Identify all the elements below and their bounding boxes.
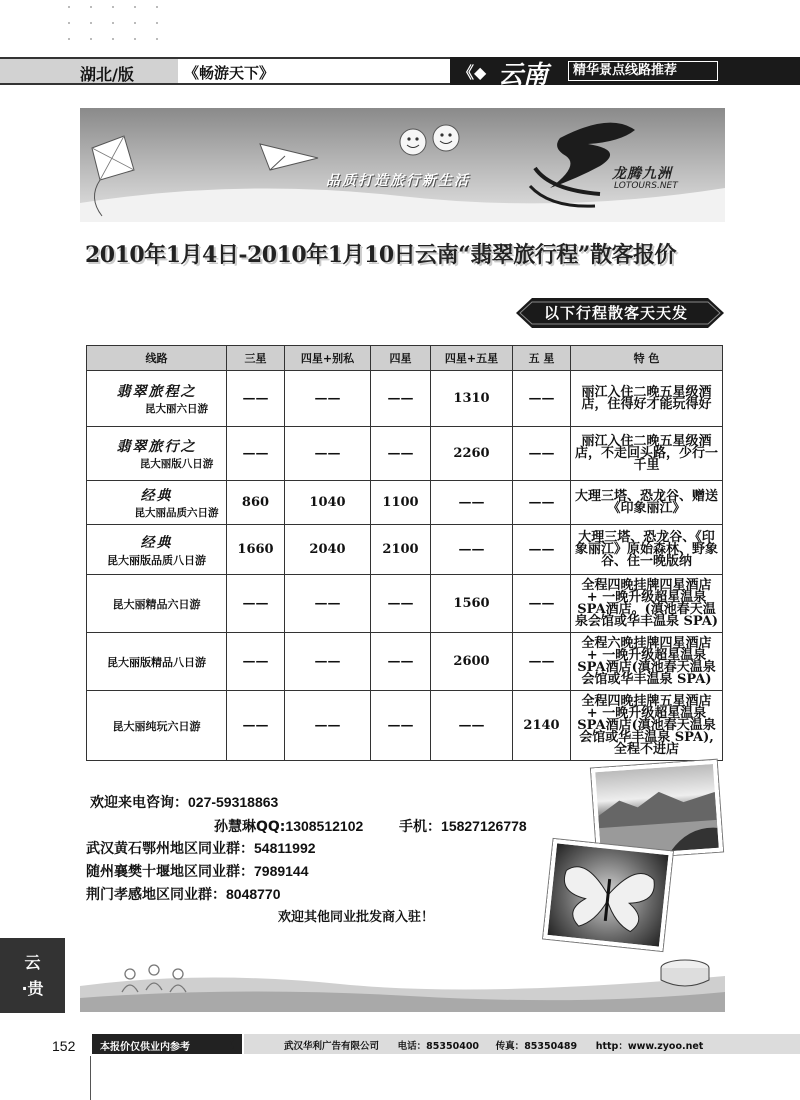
price-three-star: —— — [227, 575, 285, 633]
price-four-five-star: —— — [431, 525, 513, 575]
banner-wave-shape — [80, 188, 725, 222]
price-four-star: —— — [371, 371, 431, 427]
header-four-five-star: 四星+五星 — [431, 346, 513, 371]
table-row — [87, 691, 723, 761]
side-tab-line1: 云 — [24, 953, 41, 972]
footer-divider-line — [90, 1056, 91, 1100]
price-three-star: —— — [227, 633, 285, 691]
route-title: 翡翠旅行之 — [116, 439, 197, 455]
phone-number: 027-59318863 — [188, 794, 279, 810]
group1-label: 武汉黄石鄂州地区同业群： — [86, 841, 254, 857]
recommend-label: 精华景点线路推荐 — [568, 61, 718, 81]
brand-logo-english: LOTOURS.NET — [614, 181, 678, 191]
web-label: http： — [595, 1041, 628, 1052]
header-four-star: 四星 — [371, 346, 431, 371]
price-five-star: —— — [513, 525, 571, 575]
feature-cell: 大理三塔、恐龙谷、《印象丽江》原始森林、野象谷、住一晚版纳 — [571, 525, 723, 575]
butterfly-icon — [547, 843, 668, 946]
route-cell — [87, 371, 227, 427]
brand-banner — [80, 108, 725, 222]
price-four-star-villa: —— — [285, 691, 371, 761]
company-info-bar — [244, 1034, 800, 1054]
contact-group3-line — [86, 884, 281, 904]
disclaimer-box — [92, 1034, 242, 1054]
top-header-bar — [0, 57, 800, 89]
side-tab-line2: ·贵 — [21, 979, 44, 998]
price-four-five-star: 2260 — [431, 427, 513, 481]
price-four-five-star: 2600 — [431, 633, 513, 691]
price-three-star: —— — [227, 427, 285, 481]
price-five-star: —— — [513, 633, 571, 691]
table-row — [87, 371, 723, 427]
fax-label: 传真： — [495, 1041, 525, 1052]
feature-cell: 全程六晚挂牌四星酒店 + 一晚升级超星温泉SPA酒店(滇池春天温泉会馆或华丰温泉 SPA) — [571, 633, 723, 691]
table-row — [87, 575, 723, 633]
company-name: 武汉华利广告有限公司 — [284, 1041, 380, 1052]
header-four-star-villa: 四星+别私 — [285, 346, 371, 371]
route-name: 昆大丽精品六日游 — [112, 597, 201, 611]
price-four-five-star: —— — [431, 691, 513, 761]
closing-line: 欢迎其他同业批发商入驻！ — [278, 910, 435, 925]
route-subtitle: 昆大丽六日游 — [145, 403, 208, 415]
page-number: 152 — [52, 1038, 76, 1054]
price-five-star: —— — [513, 427, 571, 481]
side-region-tab — [0, 938, 65, 1013]
price-four-star: 1100 — [371, 481, 431, 525]
daily-departure-badge — [516, 298, 724, 328]
disclaimer-text: 本报价仅供业内参考 — [100, 1042, 190, 1053]
edition-box — [0, 57, 178, 85]
price-four-star: —— — [371, 575, 431, 633]
price-table — [86, 345, 723, 761]
price-four-star-villa: —— — [285, 371, 371, 427]
price-three-star: 860 — [227, 481, 285, 525]
daily-departure-text: 以下行程散客天天发 — [544, 304, 689, 322]
price-four-star: 2100 — [371, 525, 431, 575]
group2-label: 随州襄樊十堰地区同业群： — [86, 864, 254, 880]
price-four-star: —— — [371, 691, 431, 761]
page-footer — [0, 1032, 800, 1056]
contact-qq-line — [214, 816, 527, 836]
route-subtitle: 昆大丽品质六日游 — [134, 507, 219, 519]
group3-number: 8048770 — [226, 886, 281, 902]
feature-cell: 丽江入住二晚五星级酒店，住得好才能玩得好 — [571, 371, 723, 427]
banner-slogan: 品质打造旅行新生活 — [326, 173, 470, 189]
table-row — [87, 481, 723, 525]
tel-label: 电话： — [397, 1041, 427, 1052]
region-box — [450, 57, 800, 89]
route-subtitle: 昆大丽版品质八日游 — [107, 553, 206, 567]
table-header-row — [87, 346, 723, 371]
route-cell — [87, 633, 227, 691]
table-row — [87, 525, 723, 575]
magazine-box — [178, 57, 450, 85]
qq-number: 1308512102 — [285, 818, 364, 834]
page-headline: 2010年1月4日-2010年1月10日云南“翡翠旅行程”散客报价 — [85, 242, 676, 268]
price-five-star: —— — [513, 371, 571, 427]
brand-logo-chinese: 龙腾九洲 — [612, 166, 672, 182]
fax-number: 85350489 — [524, 1041, 578, 1052]
header-features: 特 色 — [571, 346, 723, 371]
price-four-five-star: 1560 — [431, 575, 513, 633]
feature-cell: 全程四晚挂牌四星酒店 + 一晚升级超星温泉SPA酒店。(滇池春天温泉会馆或华丰温泉 SPA) — [571, 575, 723, 633]
lake-photo-art — [595, 764, 719, 856]
contact-phone-line — [90, 792, 278, 812]
smiley-balloons-icon — [400, 125, 459, 155]
table-row — [87, 427, 723, 481]
route-cell — [87, 427, 227, 481]
tel-number: 85350400 — [426, 1041, 480, 1052]
price-three-star: —— — [227, 371, 285, 427]
header-route: 线路 — [87, 346, 227, 371]
mobile-number: 15827126778 — [441, 818, 527, 834]
price-four-star-villa: 1040 — [285, 481, 371, 525]
paper-plane-icon — [260, 144, 318, 170]
price-four-five-star: —— — [431, 481, 513, 525]
region-title: 云南 — [498, 60, 549, 89]
feature-cell: 全程四晚挂牌五星酒店 + 一晚升级超星温泉SPA酒店(滇池春天温泉会馆或华丰温泉 SPA),全程不进店 — [571, 691, 723, 761]
route-cell — [87, 575, 227, 633]
butterfly-photo — [543, 839, 673, 951]
price-four-star-villa: —— — [285, 427, 371, 481]
web-url: www.zyoo.net — [627, 1041, 704, 1052]
price-four-five-star: 1310 — [431, 371, 513, 427]
price-three-star: —— — [227, 691, 285, 761]
bottom-landscape-art — [80, 950, 725, 1012]
price-three-star: 1660 — [227, 525, 285, 575]
header-five-star: 五 星 — [513, 346, 571, 371]
table-row — [87, 633, 723, 691]
double-chevron-diamond-icon: 《◆ — [458, 63, 487, 82]
route-name: 昆大丽版精品八日游 — [107, 655, 206, 669]
bottom-decoration — [80, 950, 725, 1012]
chevron-left-icon: 《 — [222, 1035, 238, 1053]
route-title: 翡翠旅程之 — [116, 384, 197, 400]
route-cell — [87, 525, 227, 575]
contact-group2-line — [86, 861, 309, 881]
price-five-star: 2140 — [513, 691, 571, 761]
feature-cell: 丽江入住二晚五星级酒店，不走回头路，少行一千里 — [571, 427, 723, 481]
drum-icon — [661, 960, 709, 986]
price-four-star-villa: —— — [285, 575, 371, 633]
edition-label: 湖北/版 — [80, 65, 134, 84]
header-three-star: 三星 — [227, 346, 285, 371]
mobile-label: 手机： — [399, 819, 442, 835]
route-subtitle: 昆大丽版八日游 — [139, 458, 214, 470]
price-five-star: —— — [513, 481, 571, 525]
route-cell — [87, 691, 227, 761]
route-cell — [87, 481, 227, 525]
welcome-label: 欢迎来电咨询： — [90, 795, 188, 811]
price-four-star-villa: —— — [285, 633, 371, 691]
price-four-star: —— — [371, 427, 431, 481]
price-four-star: —— — [371, 633, 431, 691]
contact-group1-line — [86, 838, 316, 858]
route-title: 经典 — [140, 488, 173, 504]
group2-number: 7989144 — [254, 863, 309, 879]
qq-label: 孙慧琳QQ: — [214, 819, 286, 835]
decorative-dots — [68, 0, 168, 48]
feature-cell: 大理三塔、恐龙谷、赠送《印象丽江》 — [571, 481, 723, 525]
route-name: 昆大丽纯玩六日游 — [112, 719, 201, 733]
route-title: 经典 — [140, 534, 173, 551]
price-four-star-villa: 2040 — [285, 525, 371, 575]
price-five-star: —— — [513, 575, 571, 633]
group3-label: 荆门孝感地区同业群： — [86, 887, 226, 903]
magazine-title: 《畅游天下》 — [184, 64, 275, 82]
group1-number: 54811992 — [254, 840, 316, 856]
